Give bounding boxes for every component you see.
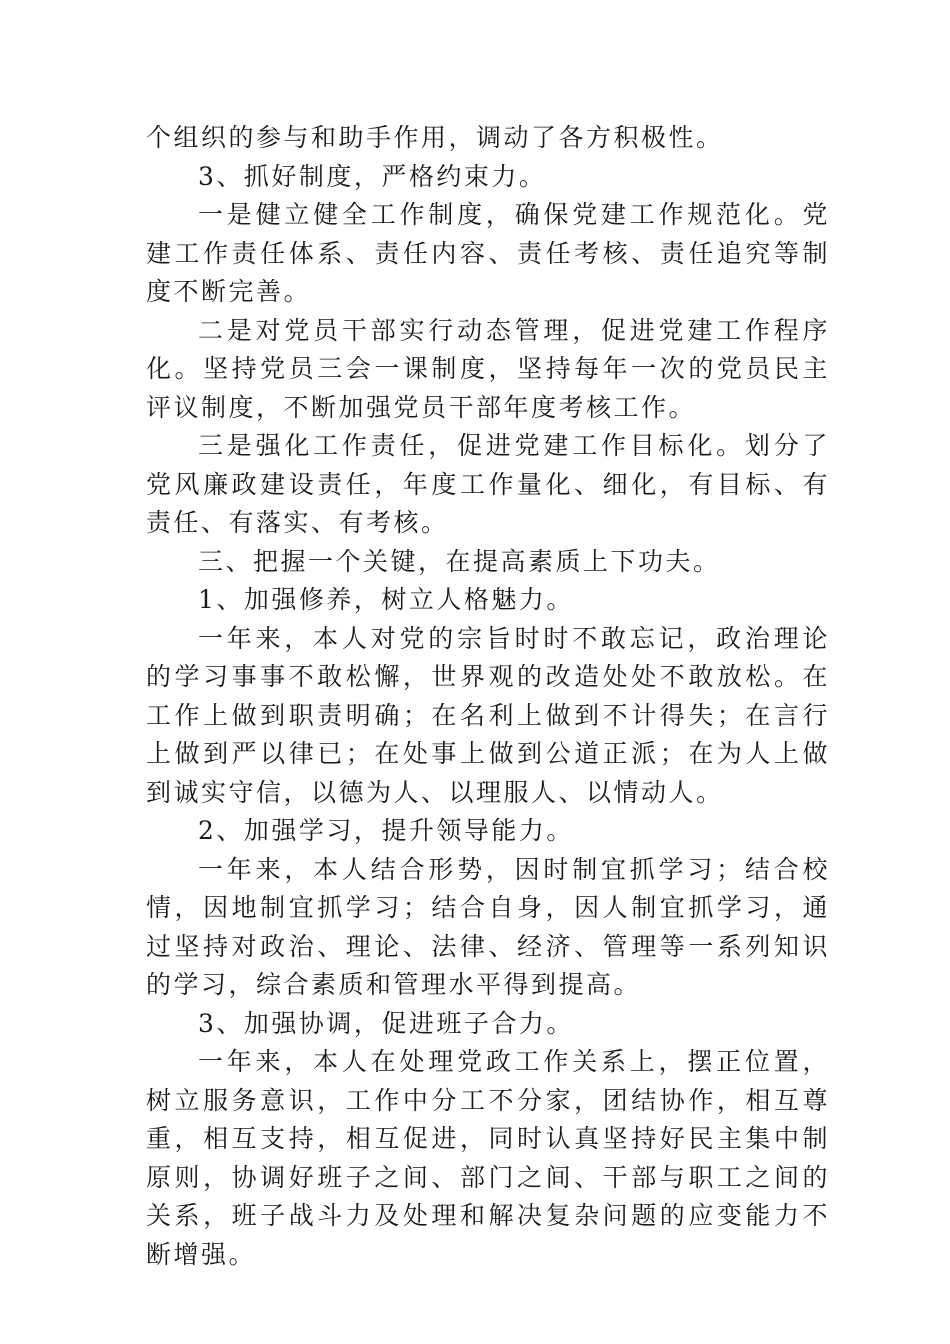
section-heading: 三、把握一个关键，在提高素质上下功夫。 xyxy=(198,546,721,576)
paragraph-2-heading: 3、抓好制度，严格约束力。 xyxy=(198,161,547,191)
subheading-2: 2、加强学习，提升领导能力。 xyxy=(198,816,574,845)
subheading-1: 1、加强修养，树立人格魅力。 xyxy=(198,585,574,614)
paragraph-8: 一年来，本人在处理党政工作关系上，摆正位置，树立服务意识，工作中分工不分家，团结协作，相互尊重，相互支持，相互促进，同时认真坚持好民主集中制原则，协调好班子之间、部门之间、干部与职工之间的关系，班子战斗力及处理和解决复杂问题的应变能力不断增强。 xyxy=(146,1047,830,1269)
subheading-3: 3、加强协调，促进班子合力。 xyxy=(198,1008,574,1038)
paragraph-3: 一是健立健全工作制度，确保党建工作规范化。党建工作责任体系、责任内容、责任考核、责任追究等制度不断完善。 xyxy=(146,200,830,306)
paragraph-7: 一年来，本人结合形势，因时制宜抓学习；结合校情，因地制宜抓学习；结合自身，因人制宜抓学习，通过坚持对政治、理论、法律、经济、管理等一系列知识的学习，综合素质和管理水平得到提高。 xyxy=(146,854,830,999)
paragraph-6: 一年来，本人对党的宗旨时时不敢忘记，政治理论的学习事事不敢松懈，世界观的改造处处不敢放松。在工作上做到职责明确；在名利上做到不计得失；在言行上做到严以律已；在处事上做到公道正派；在为人上做到诚实守信，以德为人、以理服人、以情动人。 xyxy=(146,623,830,807)
paragraph-5: 三是强化工作责任，促进党建工作目标化。划分了党风廉政建设责任，年度工作量化、细化，有目标、有责任、有落实、有考核。 xyxy=(146,431,830,537)
document-body xyxy=(146,119,830,1274)
paragraph-1: 个组织的参与和助手作用，调动了各方积极性。 xyxy=(146,123,724,152)
paragraph-4: 二是对党员干部实行动态管理，促进党建工作程序化。坚持党员三会一课制度，坚持每年一次的党员民主评议制度，不断加强党员干部年度考核工作。 xyxy=(146,315,830,422)
